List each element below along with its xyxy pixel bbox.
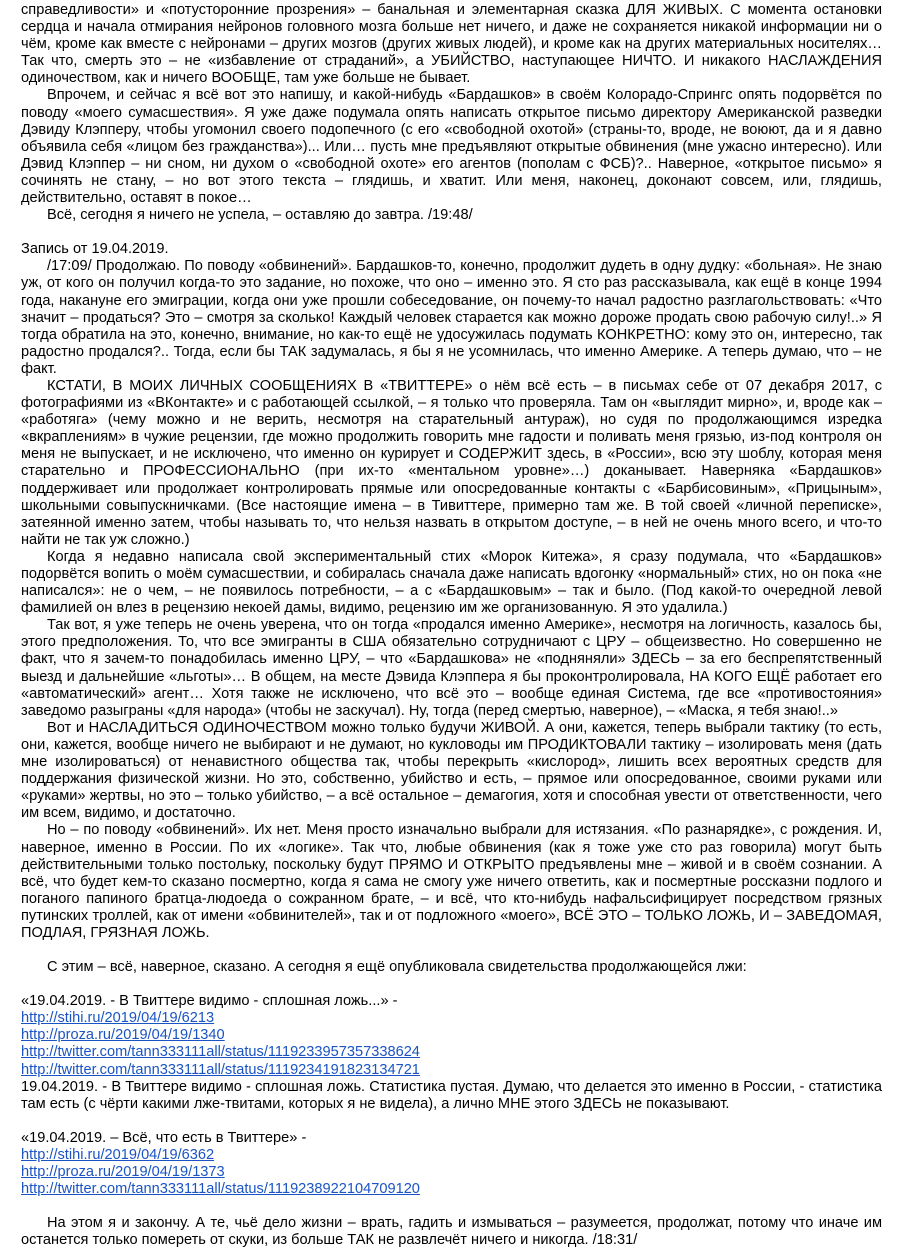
publication-title: «19.04.2019. – Всё, что есть в Твиттере» -	[21, 1129, 307, 1146]
paragraph-end-of-day: Всё, сегодня я ничего не успела, – оставляю до завтра. /19:48/	[47, 207, 473, 224]
paragraph-clapper-letter: Впрочем, и сейчас я всё вот это напишу, и какой-нибудь «Бардашков» в своём Колорадо-Спрингс опять подорвётся по поводу «моего сумасшествия». Я уже даже подумала опять написать открытое письмо директору Американской разведки Дэвиду Клэпперу, чтобы угомонил своего подопечного (с его «свободной охотой» (страны-то, вроде, не воюют, да и я давно объявила себя «лицом без гражданства»)... Или… пусть мне предъявляют открытые обвинения (мне ужасно интересно). Или Дэвид Клэппер – ни сном, ни духом о «свободной охоте» его агентов (пополам с ФСБ)?.. Наверное, «открытое письмо» я сочинять не стану, – но вот этого текста – глядишь, и хватит. Или меня, наконец, доконают совсем, или, глядишь, действительно, оставят в покое…	[21, 87, 882, 207]
publication-block-2	[21, 1130, 882, 1198]
link-twitter-status[interactable]: http://twitter.com/tann333111all/status/1119233957357338624	[21, 1044, 420, 1061]
paragraph-morok-kitezha: Когда я недавно написала свой экспериментальный стих «Морок Китежа», я сразу подумала, что «Бардашков» подорвётся вопить о моём сумасшествии, и собиралась сначала даже написать вдогонку «нормальный» стих, но он пока «не написался»: не о чем, – не появилось потребности, – а с «Бардашковым» – так и было. (Под какой-то очередной левой фамилией он влез в рецензию некоей дамы, видимо, рецензию им же организованную. Я это удалила.)	[21, 548, 882, 617]
paragraph-solitude: Вот и НАСЛАДИТЬСЯ ОДИНОЧЕСТВОМ можно только будучи ЖИВОЙ. А они, кажется, теперь выбрали тактику (то есть, они, кажется, вообще ничего не выбирают и не думают, но кукловоды им ПРОДИКТОВАЛИ тактику – изолировать меня (дать мне изолироваться) от ненавистного общества так, чтобы перекрыть «кислород», лишить всех вероятных средств для поддержания физической жизни. Но это, собственно, убийство и есть, – прямое или опосредованное, своими руками или «руками» жертвы, но это – только убийство, – а всё остальное – демагогия, хотя и способная увести от ответственности, чего им всем, видимо, и достаточно.	[21, 719, 882, 822]
publication-note: 19.04.2019. - В Твиттере видимо - сплошная ложь. Статистика пустая. Думаю, что делается это именно в России, - статистика там есть (с чёрти какими лже-твитами, которых я не видела), а лично МНЕ этого ЗДЕСЬ не показывают.	[21, 1078, 882, 1112]
publication-title: «19.04.2019. - В Твиттере видимо - сплошная ложь...» -	[21, 993, 398, 1010]
spacer	[21, 976, 882, 993]
spacer	[21, 1113, 882, 1130]
spacer	[21, 1198, 882, 1215]
publication-block-1	[21, 993, 882, 1113]
spacer	[21, 224, 882, 241]
summary-line: С этим – всё, наверное, сказано. А сегодня я ещё опубликовала свидетельства продолжающейся лжи:	[47, 959, 747, 976]
entry-date: Запись от 19.04.2019.	[21, 241, 169, 258]
link-twitter-status[interactable]: http://twitter.com/tann333111all/status/1119238922104709120	[21, 1181, 420, 1198]
paragraph-accusations: Но – по поводу «обвинений». Их нет. Меня просто изначально выбрали для истязания. «По разнарядке», с рождения. И, наверное, именно в России. По их «логике». Так что, любые обвинения (как я тоже уже сто раз говорила) могут быть действительными только постольку, поскольку будут ПРЯМО И ОТКРЫТО предъявлены мне – живой и в своём сознании. А всё, что будет кем-то сказано посмертно, когда я сама не смогу уже ничего ответить, как и посмертные россказни подлого и поганого папиного братца-людоеда о сожранном брате, – и всё, что кто-нибудь нафальсифицирует посредством грязных путинских троллей, как от имени «обвинителей», так и от подложного «моего», ВСЁ ЭТО – ТОЛЬКО ЛОЖЬ, И – ЗАВЕДОМАЯ, ПОДЛАЯ, ГРЯЗНАЯ ЛОЖЬ.	[21, 822, 882, 941]
paragraph-obvineniya: /17:09/ Продолжаю. По поводу «обвинений». Бардашков-то, конечно, продолжит дудеть в одну дудку: «больная». Не знаю уж, от кого он получил когда-то это задание, но похоже, что оно – именно это. Я сто раз рассказывала, как ещё в конце 1994 года, накануне его эмиграции, когда они уже прошли собеседование, он почему-то начал радостно разглагольствовать: «Что значит – продаться? Это – смотря за сколько! Каждый человек старается как можно дороже продать свою рабочую силу!..» Я тогда обратила на это, конечно, внимание, но как-то ещё не удосужилась подумать КОНКРЕТНО: кому это он, интересно, так радостно продался?.. Тогда, если бы ТАК задумалась, я бы я не усомнилась, что именно Америке. А теперь думаю, что – не факт.	[21, 258, 882, 377]
closing-paragraph: На этом я и закончу. А те, чьё дело жизни – врать, гадить и измываться – разумеется, продолжат, потому что иначе им останется только помереть от скуки, из больше ТАК не развлечёт ничего и никогда. /18:31/	[21, 1215, 882, 1249]
link-proza[interactable]: http://proza.ru/2019/04/19/1373	[21, 1164, 225, 1180]
link-stihi[interactable]: http://stihi.ru/2019/04/19/6213	[21, 1010, 215, 1027]
link-stihi[interactable]: http://stihi.ru/2019/04/19/6362	[21, 1146, 215, 1163]
link-proza[interactable]: http://proza.ru/2019/04/19/1340	[21, 1027, 225, 1044]
paragraph-cia: Так вот, я уже теперь не очень уверена, что он тогда «продался именно Америке», несмотря на логичность, казалось бы, этого предположения. То, что все эмигранты в США обязательно сотрудничают с ЦРУ – общеизвестно. Но совершенно не факт, что я зачем-то понадобилась именно ЦРУ, – что «Бардашкова» не «подняняли» ЗДЕСЬ – за его беспрепятственный выезд и дальнейшие «льготы»… В общем, на месте Дэвида Клэппера я бы проконтролировала, НА КОГО ЕЩЁ работает его «автоматический» агент… Хотя также не исключено, что всё это – вообще единая Система, где все «противостояния» заведомо разыграны «для народа» (чтобы не заскучал). Ну, тогда (перед смертью, наверное), – «Маска, я тебя знаю!..»	[21, 617, 882, 719]
paragraph-continuation: справедливости» и «потусторонние прозрения» – банальная и элементарная сказка ДЛЯ ЖИВЫХ. С момента остановки сердца и начала отмирания нейронов головного мозга больше нет ничего, и даже не сохраняется никакой информации ни о чём, кроме как вместе с нейронами – других мозгов (других живых людей), и кроме как на других материальных носителях… Так что, смерть это – не «избавление от страданий», а УБИЙСТВО, наступающее НИЧТО. И никакого НАСЛАЖДЕНИЯ одиночеством, как и ничего ВООБЩЕ, там уже больше не бывает.	[21, 2, 882, 87]
paragraph-twitter-messages: КСТАТИ, В МОИХ ЛИЧНЫХ СООБЩЕНИЯХ В «ТВИТТЕРЕ» о нём всё есть – в письмах себе от 07 декабря 2017, с фотографиями из «ВКонтакте» и с работающей ссылкой, – я только что проверяла. Там он «выглядит мирно», и, вроде как – «работяга» (чему можно и не верить, несмотря на старательный антураж), но судя по продолжающимся изредка «вкраплениям» в чужие рецензии, где можно продолжить говорить мне гадости и поливать меня грязью, из-под контроля он меня не выпускает, и не исключено, что именно он курирует и СОДЕРЖИТ здесь, в «России», всю эту шоблу, которая меня старательно и ПРОФЕССИОНАЛЬНО (при их-то «ментальном уровне»…) доканывает. Наверняка «Бардашков» поддерживает или продолжает контролировать прямые или опосредованные контакты с «Барбисовиным», «Прицыным», школьными совыпускничками. (Все настоящие имена – в Тивиттере, примерно там же. В той своей «личной переписке», затеянной именно затем, чтобы называть то, что нельзя назвать в открытом доступе, – в ней не очень много всего, и что-то найти не так уж сложно.)	[21, 377, 882, 548]
spacer	[21, 942, 882, 959]
link-twitter-status[interactable]: http://twitter.com/tann333111all/status/1119234191823134721	[21, 1061, 420, 1078]
